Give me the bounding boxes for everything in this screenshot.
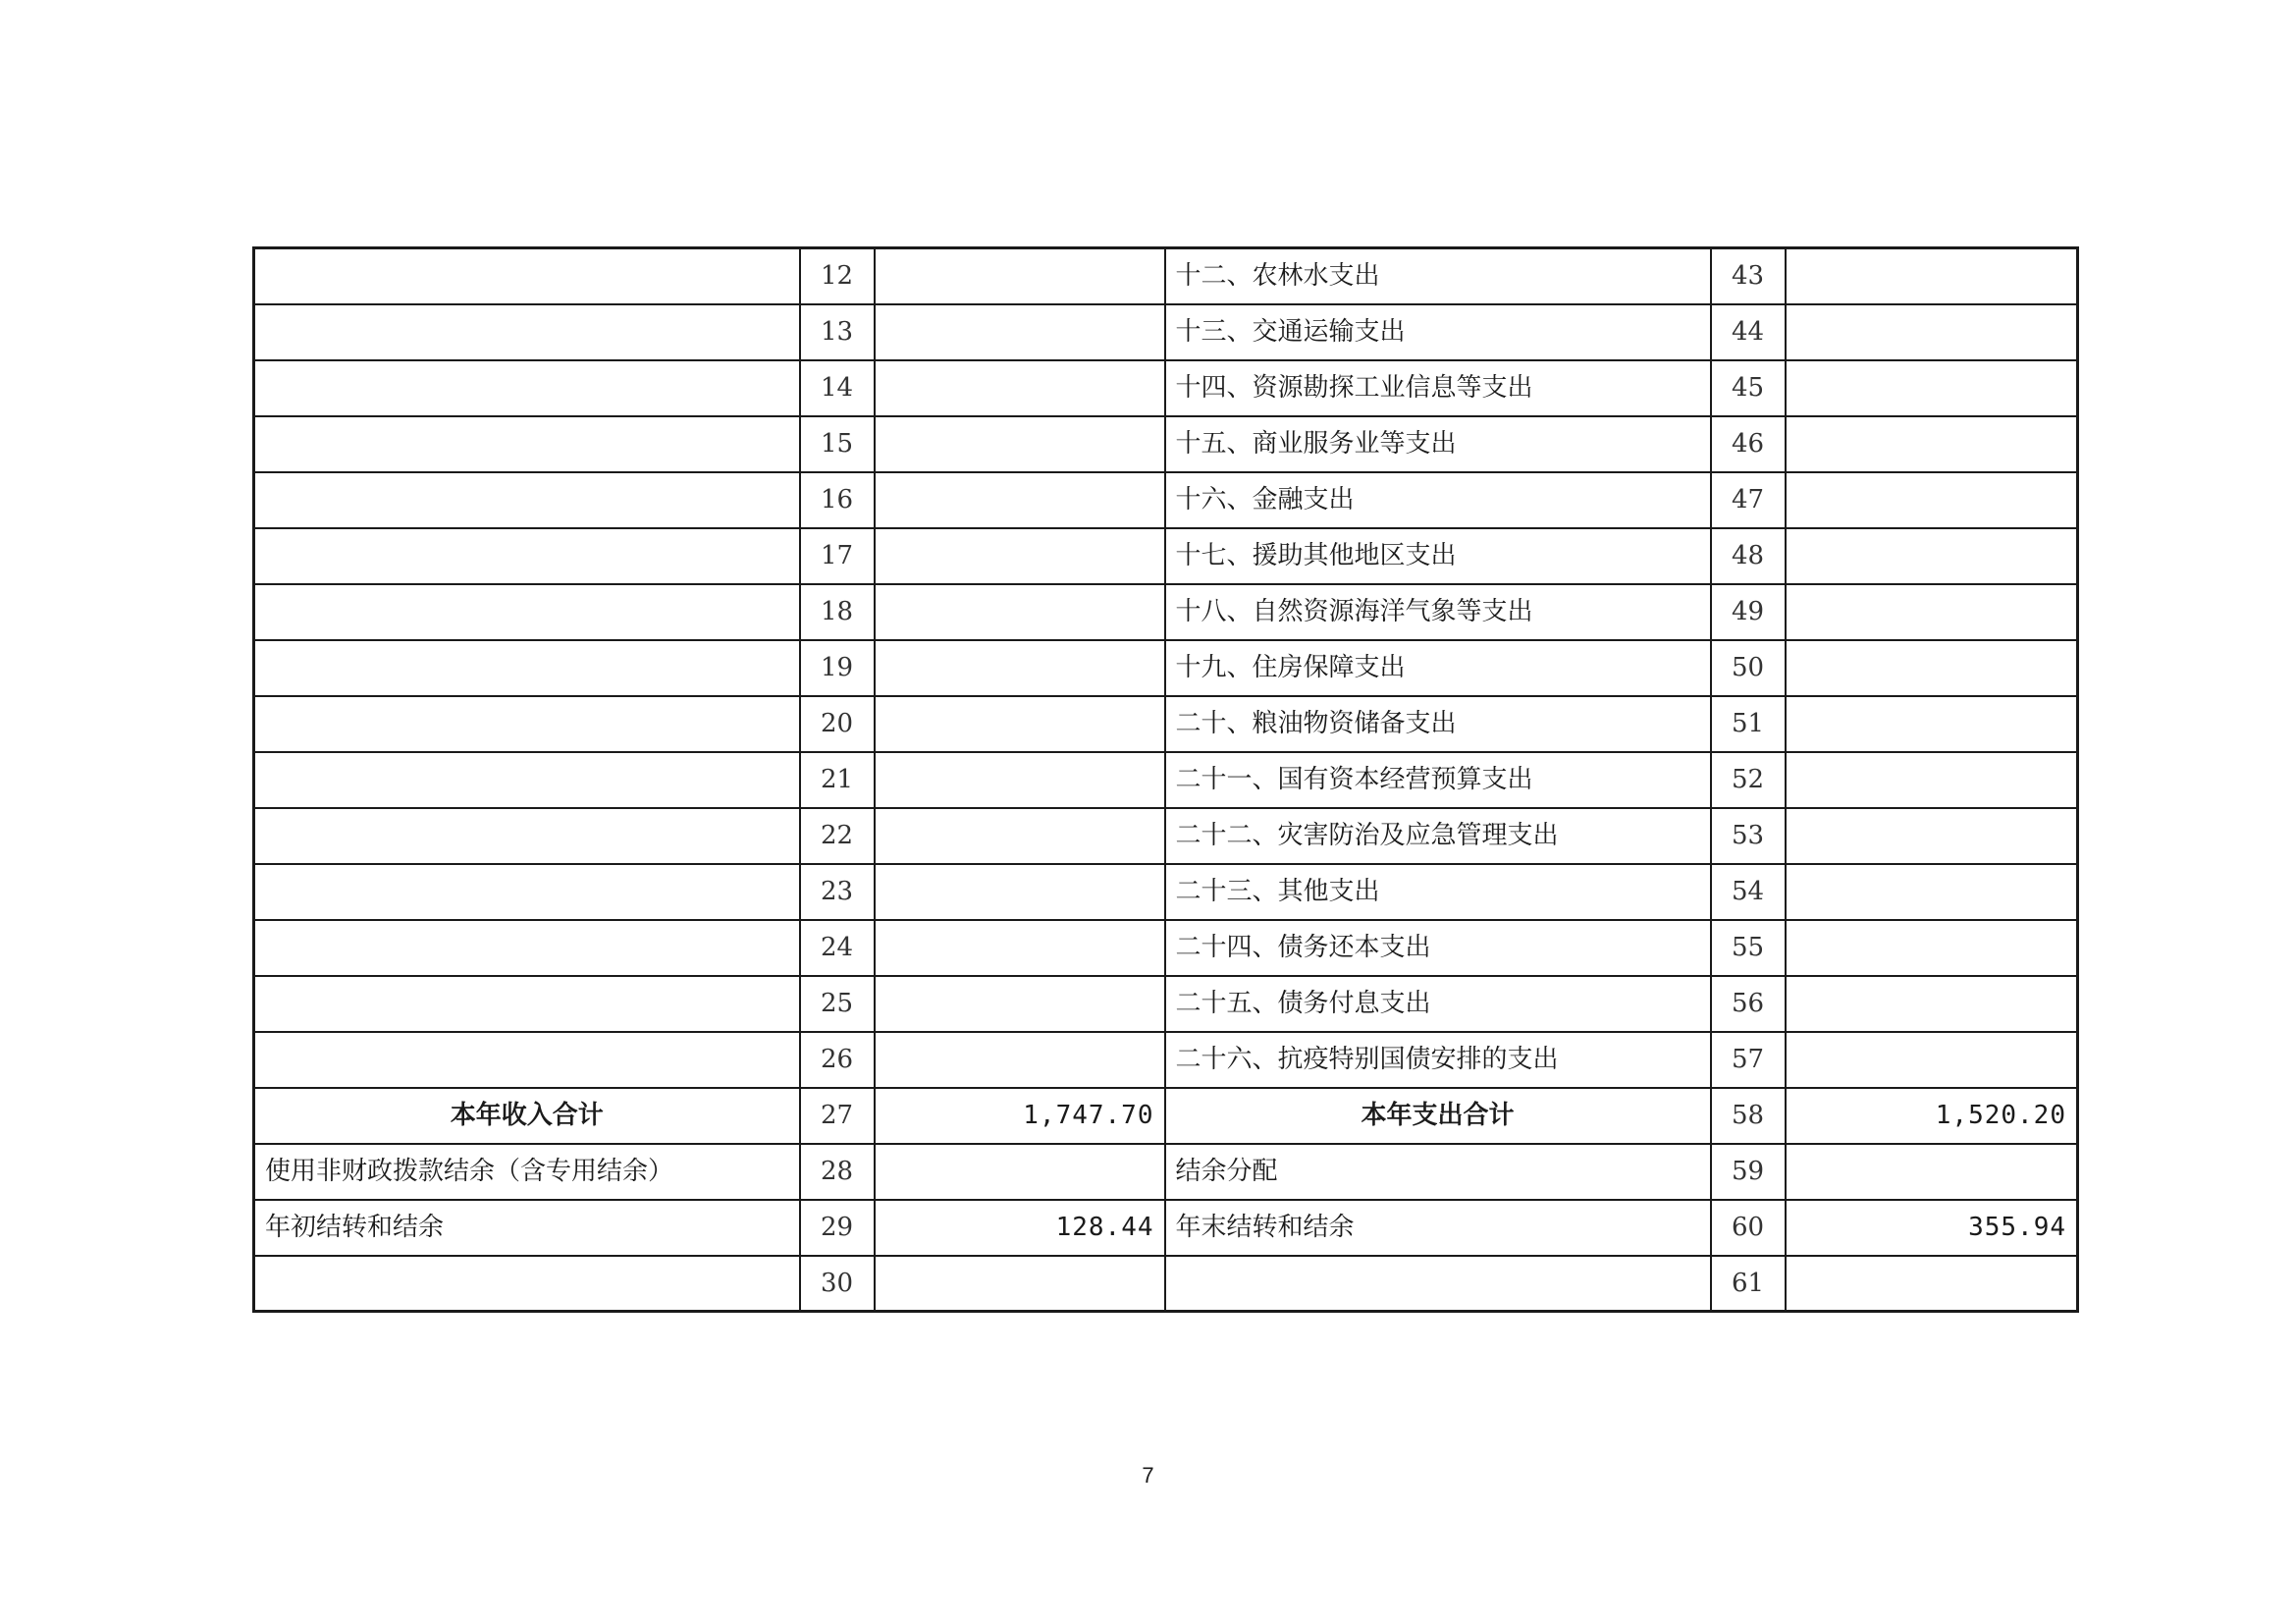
income-line-number-cell: 17 (800, 528, 875, 584)
income-item-cell (254, 864, 800, 920)
expense-amount-cell (1786, 528, 2078, 584)
income-item-cell (254, 976, 800, 1032)
income-amount-cell (875, 472, 1165, 528)
expense-line-number-cell: 51 (1711, 696, 1786, 752)
expense-amount-cell (1786, 1032, 2078, 1088)
expense-item-cell: 十二、农林水支出 (1165, 248, 1711, 304)
expense-amount-cell (1786, 472, 2078, 528)
income-line-number-cell: 25 (800, 976, 875, 1032)
expense-line-number-cell: 56 (1711, 976, 1786, 1032)
income-amount-cell (875, 528, 1165, 584)
table-row (254, 752, 2078, 808)
income-amount-cell (875, 1032, 1165, 1088)
expense-amount-cell (1786, 360, 2078, 416)
income-line-number-cell: 27 (800, 1088, 875, 1144)
income-amount-cell (875, 752, 1165, 808)
expense-item-cell: 十八、自然资源海洋气象等支出 (1165, 584, 1711, 640)
income-amount-cell (875, 920, 1165, 976)
income-line-number-cell: 18 (800, 584, 875, 640)
table-row (254, 528, 2078, 584)
income-item-cell: 使用非财政拨款结余（含专用结余） (254, 1144, 800, 1200)
expense-amount-cell (1786, 864, 2078, 920)
expense-item-cell: 二十、粮油物资储备支出 (1165, 696, 1711, 752)
expense-line-number-cell: 60 (1711, 1200, 1786, 1256)
expense-amount-cell (1786, 1144, 2078, 1200)
expense-line-number-cell: 44 (1711, 304, 1786, 360)
income-amount-cell (875, 1144, 1165, 1200)
income-amount-cell (875, 696, 1165, 752)
table-body (254, 248, 2078, 1312)
income-item-cell (254, 808, 800, 864)
expense-amount-cell (1786, 640, 2078, 696)
expense-line-number-cell: 47 (1711, 472, 1786, 528)
income-item-cell (254, 752, 800, 808)
income-line-number-cell: 12 (800, 248, 875, 304)
expense-amount-cell (1786, 696, 2078, 752)
expense-amount-cell (1786, 752, 2078, 808)
table-row (254, 1032, 2078, 1088)
expense-item-cell: 年末结转和结余 (1165, 1200, 1711, 1256)
table-row (254, 864, 2078, 920)
expense-item-cell: 结余分配 (1165, 1144, 1711, 1200)
income-line-number-cell: 24 (800, 920, 875, 976)
expense-total-label: 本年支出合计 (1165, 1088, 1711, 1144)
income-item-cell (254, 416, 800, 472)
income-line-number-cell: 20 (800, 696, 875, 752)
table-row (254, 1256, 2078, 1312)
table-row (254, 976, 2078, 1032)
expense-amount-cell (1786, 920, 2078, 976)
table-row (254, 1200, 2078, 1256)
expense-item-cell: 二十三、其他支出 (1165, 864, 1711, 920)
expense-item-cell: 二十六、抗疫特别国债安排的支出 (1165, 1032, 1711, 1088)
income-amount-cell (875, 248, 1165, 304)
total-row (254, 1088, 2078, 1144)
income-line-number-cell: 21 (800, 752, 875, 808)
income-amount-cell (875, 976, 1165, 1032)
expense-line-number-cell: 45 (1711, 360, 1786, 416)
expense-item-cell: 二十五、债务付息支出 (1165, 976, 1711, 1032)
expense-item-cell: 十九、住房保障支出 (1165, 640, 1711, 696)
income-amount-cell (875, 360, 1165, 416)
income-item-cell (254, 696, 800, 752)
table-row (254, 808, 2078, 864)
table-row (254, 248, 2078, 304)
table-row (254, 416, 2078, 472)
table-row (254, 640, 2078, 696)
table-row (254, 360, 2078, 416)
expense-line-number-cell: 46 (1711, 416, 1786, 472)
income-amount-cell: 1,747.70 (875, 1088, 1165, 1144)
income-item-cell (254, 248, 800, 304)
table-row (254, 584, 2078, 640)
expense-amount-cell (1786, 304, 2078, 360)
income-item-cell (254, 360, 800, 416)
income-total-label: 本年收入合计 (254, 1088, 800, 1144)
income-line-number-cell: 23 (800, 864, 875, 920)
expense-amount-cell (1786, 976, 2078, 1032)
income-amount-cell (875, 584, 1165, 640)
expense-amount-cell (1786, 416, 2078, 472)
expense-item-cell: 十六、金融支出 (1165, 472, 1711, 528)
income-line-number-cell: 28 (800, 1144, 875, 1200)
expense-line-number-cell: 55 (1711, 920, 1786, 976)
income-line-number-cell: 30 (800, 1256, 875, 1312)
expense-line-number-cell: 52 (1711, 752, 1786, 808)
expense-line-number-cell: 61 (1711, 1256, 1786, 1312)
expense-line-number-cell: 48 (1711, 528, 1786, 584)
income-amount-cell (875, 1256, 1165, 1312)
income-item-cell (254, 584, 800, 640)
expense-line-number-cell: 49 (1711, 584, 1786, 640)
income-item-cell (254, 1032, 800, 1088)
expense-amount-cell (1786, 584, 2078, 640)
expense-line-number-cell: 53 (1711, 808, 1786, 864)
income-item-cell: 年初结转和结余 (254, 1200, 800, 1256)
income-line-number-cell: 22 (800, 808, 875, 864)
expense-line-number-cell: 54 (1711, 864, 1786, 920)
income-line-number-cell: 29 (800, 1200, 875, 1256)
income-item-cell (254, 472, 800, 528)
income-item-cell (254, 640, 800, 696)
expense-amount-cell: 355.94 (1786, 1200, 2078, 1256)
income-amount-cell (875, 304, 1165, 360)
expense-item-cell: 十七、援助其他地区支出 (1165, 528, 1711, 584)
table-row (254, 1144, 2078, 1200)
income-line-number-cell: 15 (800, 416, 875, 472)
table-row (254, 696, 2078, 752)
expense-item-cell: 二十四、债务还本支出 (1165, 920, 1711, 976)
income-line-number-cell: 13 (800, 304, 875, 360)
table-row (254, 472, 2078, 528)
expense-item-cell (1165, 1256, 1711, 1312)
income-line-number-cell: 26 (800, 1032, 875, 1088)
expense-line-number-cell: 59 (1711, 1144, 1786, 1200)
income-amount-cell (875, 416, 1165, 472)
table-row (254, 304, 2078, 360)
expense-item-cell: 十四、资源勘探工业信息等支出 (1165, 360, 1711, 416)
expense-line-number-cell: 58 (1711, 1088, 1786, 1144)
expense-amount-cell (1786, 808, 2078, 864)
income-line-number-cell: 19 (800, 640, 875, 696)
expense-line-number-cell: 43 (1711, 248, 1786, 304)
income-item-cell (254, 304, 800, 360)
budget-table (252, 246, 2079, 1313)
expense-item-cell: 二十一、国有资本经营预算支出 (1165, 752, 1711, 808)
income-amount-cell: 128.44 (875, 1200, 1165, 1256)
income-line-number-cell: 14 (800, 360, 875, 416)
income-amount-cell (875, 864, 1165, 920)
expense-item-cell: 十五、商业服务业等支出 (1165, 416, 1711, 472)
income-line-number-cell: 16 (800, 472, 875, 528)
income-amount-cell (875, 640, 1165, 696)
income-item-cell (254, 920, 800, 976)
income-item-cell (254, 528, 800, 584)
income-amount-cell (875, 808, 1165, 864)
expense-item-cell: 十三、交通运输支出 (1165, 304, 1711, 360)
expense-line-number-cell: 50 (1711, 640, 1786, 696)
income-item-cell (254, 1256, 800, 1312)
table-row (254, 920, 2078, 976)
expense-line-number-cell: 57 (1711, 1032, 1786, 1088)
expense-amount-cell (1786, 248, 2078, 304)
expense-item-cell: 二十二、灾害防治及应急管理支出 (1165, 808, 1711, 864)
expense-amount-cell: 1,520.20 (1786, 1088, 2078, 1144)
expense-amount-cell (1786, 1256, 2078, 1312)
page-number: 7 (1142, 1463, 1154, 1488)
